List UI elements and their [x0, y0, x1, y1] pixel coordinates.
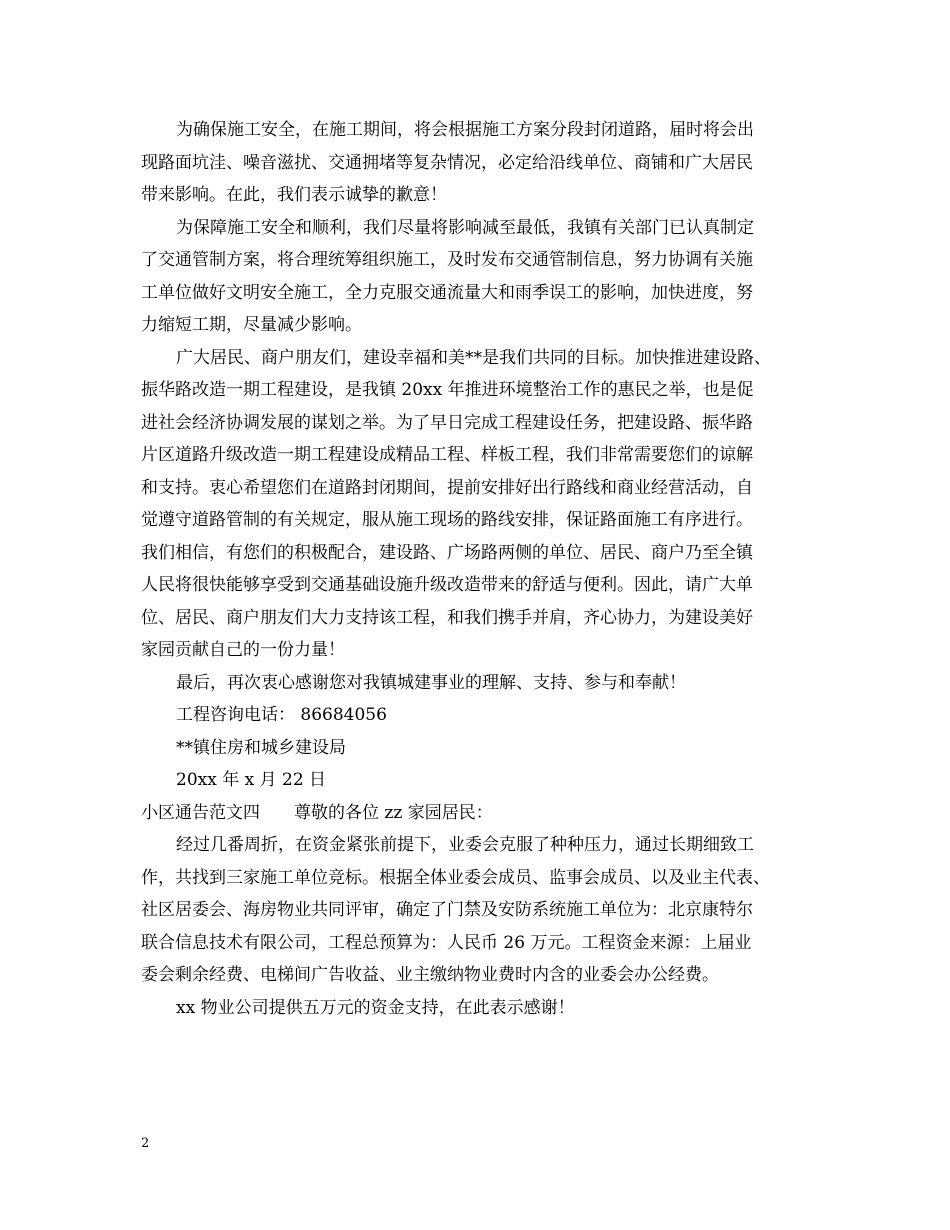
text-line: 联合信息技术有限公司，工程总预算为：人民币 26 万元。工程资金来源：上届业	[141, 932, 752, 953]
text-line: 片区道路升级改造一期工程建设成精品工程、样板工程，我们非常需要您们的谅解	[141, 445, 753, 465]
section-heading-line	[141, 797, 821, 830]
text-line: 为确保施工安全，在施工期间，将会根据施工方案分段封闭道路，届时将会出	[176, 120, 754, 140]
text-line: 和支持。衷心希望您们在道路封闭期间，提前安排好出行路线和商业经营活动，自	[141, 477, 753, 498]
text-line: 了交通管制方案，将合理统筹组织施工，及时发布交通管制信息，努力协调有关施	[141, 250, 753, 270]
text-line: 带来影响。在此，我们表示诚挚的歉意！	[141, 185, 447, 205]
text-line: 人民将很快能够享受到交通基础设施升级改造带来的舒适与便利。因此，请广大单	[141, 575, 753, 595]
section-heading: 小区通告范文四	[141, 802, 260, 823]
text-line: 工单位做好文明安全施工，全力克服交通流量大和雨季误工的影响，加快进度，努	[141, 282, 753, 303]
document-body	[141, 114, 821, 1024]
text-line: 委会剩余经费、电梯间广告收益、业主缴纳物业费时内含的业委会办公经费。	[141, 965, 719, 985]
page-number: 2	[141, 1136, 150, 1151]
text-line: 觉遵守道路管制的有关规定，服从施工现场的路线安排，保证路面施工有序进行。	[141, 510, 753, 530]
text-line: 现路面坑洼、噪音滋扰、交通拥堵等复杂情况，必定给沿线单位、商铺和广大居民	[141, 152, 753, 173]
text-line: 工程咨询电话： 86684056	[176, 705, 387, 725]
text-line: xx 物业公司提供五万元的资金支持，在此表示感谢！	[176, 997, 575, 1018]
text-line: 广大居民、商户朋友们，建设幸福和美**是我们共同的目标。加快推进建设路、	[176, 347, 771, 368]
notice-four-text-block	[141, 829, 821, 1024]
text-line: 力缩短工期，尽量减少影响。	[141, 315, 362, 335]
text-line: 振华路改造一期工程建设，是我镇 20xx 年推进环境整治工作的惠民之举，也是促	[141, 380, 754, 400]
greeting: 尊敬的各位 zz 家园居民：	[294, 802, 493, 823]
text-line: 位、居民、商户朋友们大力支持该工程，和我们携手并肩，齐心协力，为建设美好	[141, 607, 753, 628]
text-line: 20xx 年 x 月 22 日	[176, 770, 327, 790]
text-line: 为保障施工安全和顺利，我们尽量将影响减至最低，我镇有关部门已认真制定	[176, 217, 754, 238]
text-line: **镇住房和城乡建设局	[176, 737, 346, 758]
text-line: 社区居委会、海房物业共同评审，确定了门禁及安防系统施工单位为：北京康特尔	[141, 900, 753, 920]
text-line: 进社会经济协调发展的谋划之举。为了早日完成工程建设任务，把建设路、振华路	[141, 412, 753, 433]
text-line: 家园贡献自己的一份力量！	[141, 640, 345, 660]
notice-text-block	[141, 114, 821, 797]
text-line: 作，共找到三家施工单位竞标。根据全体业委会成员、监事会成员、以及业主代表、	[141, 867, 770, 888]
text-line: 经过几番周折，在资金紧张前提下，业委会克服了种种压力，通过长期细致工	[176, 835, 754, 855]
text-line: 最后，再次衷心感谢您对我镇城建事业的理解、支持、参与和奉献！	[176, 672, 686, 693]
text-line: 我们相信，有您们的积极配合，建设路、广场路两侧的单位、居民、商户乃至全镇	[141, 542, 753, 563]
